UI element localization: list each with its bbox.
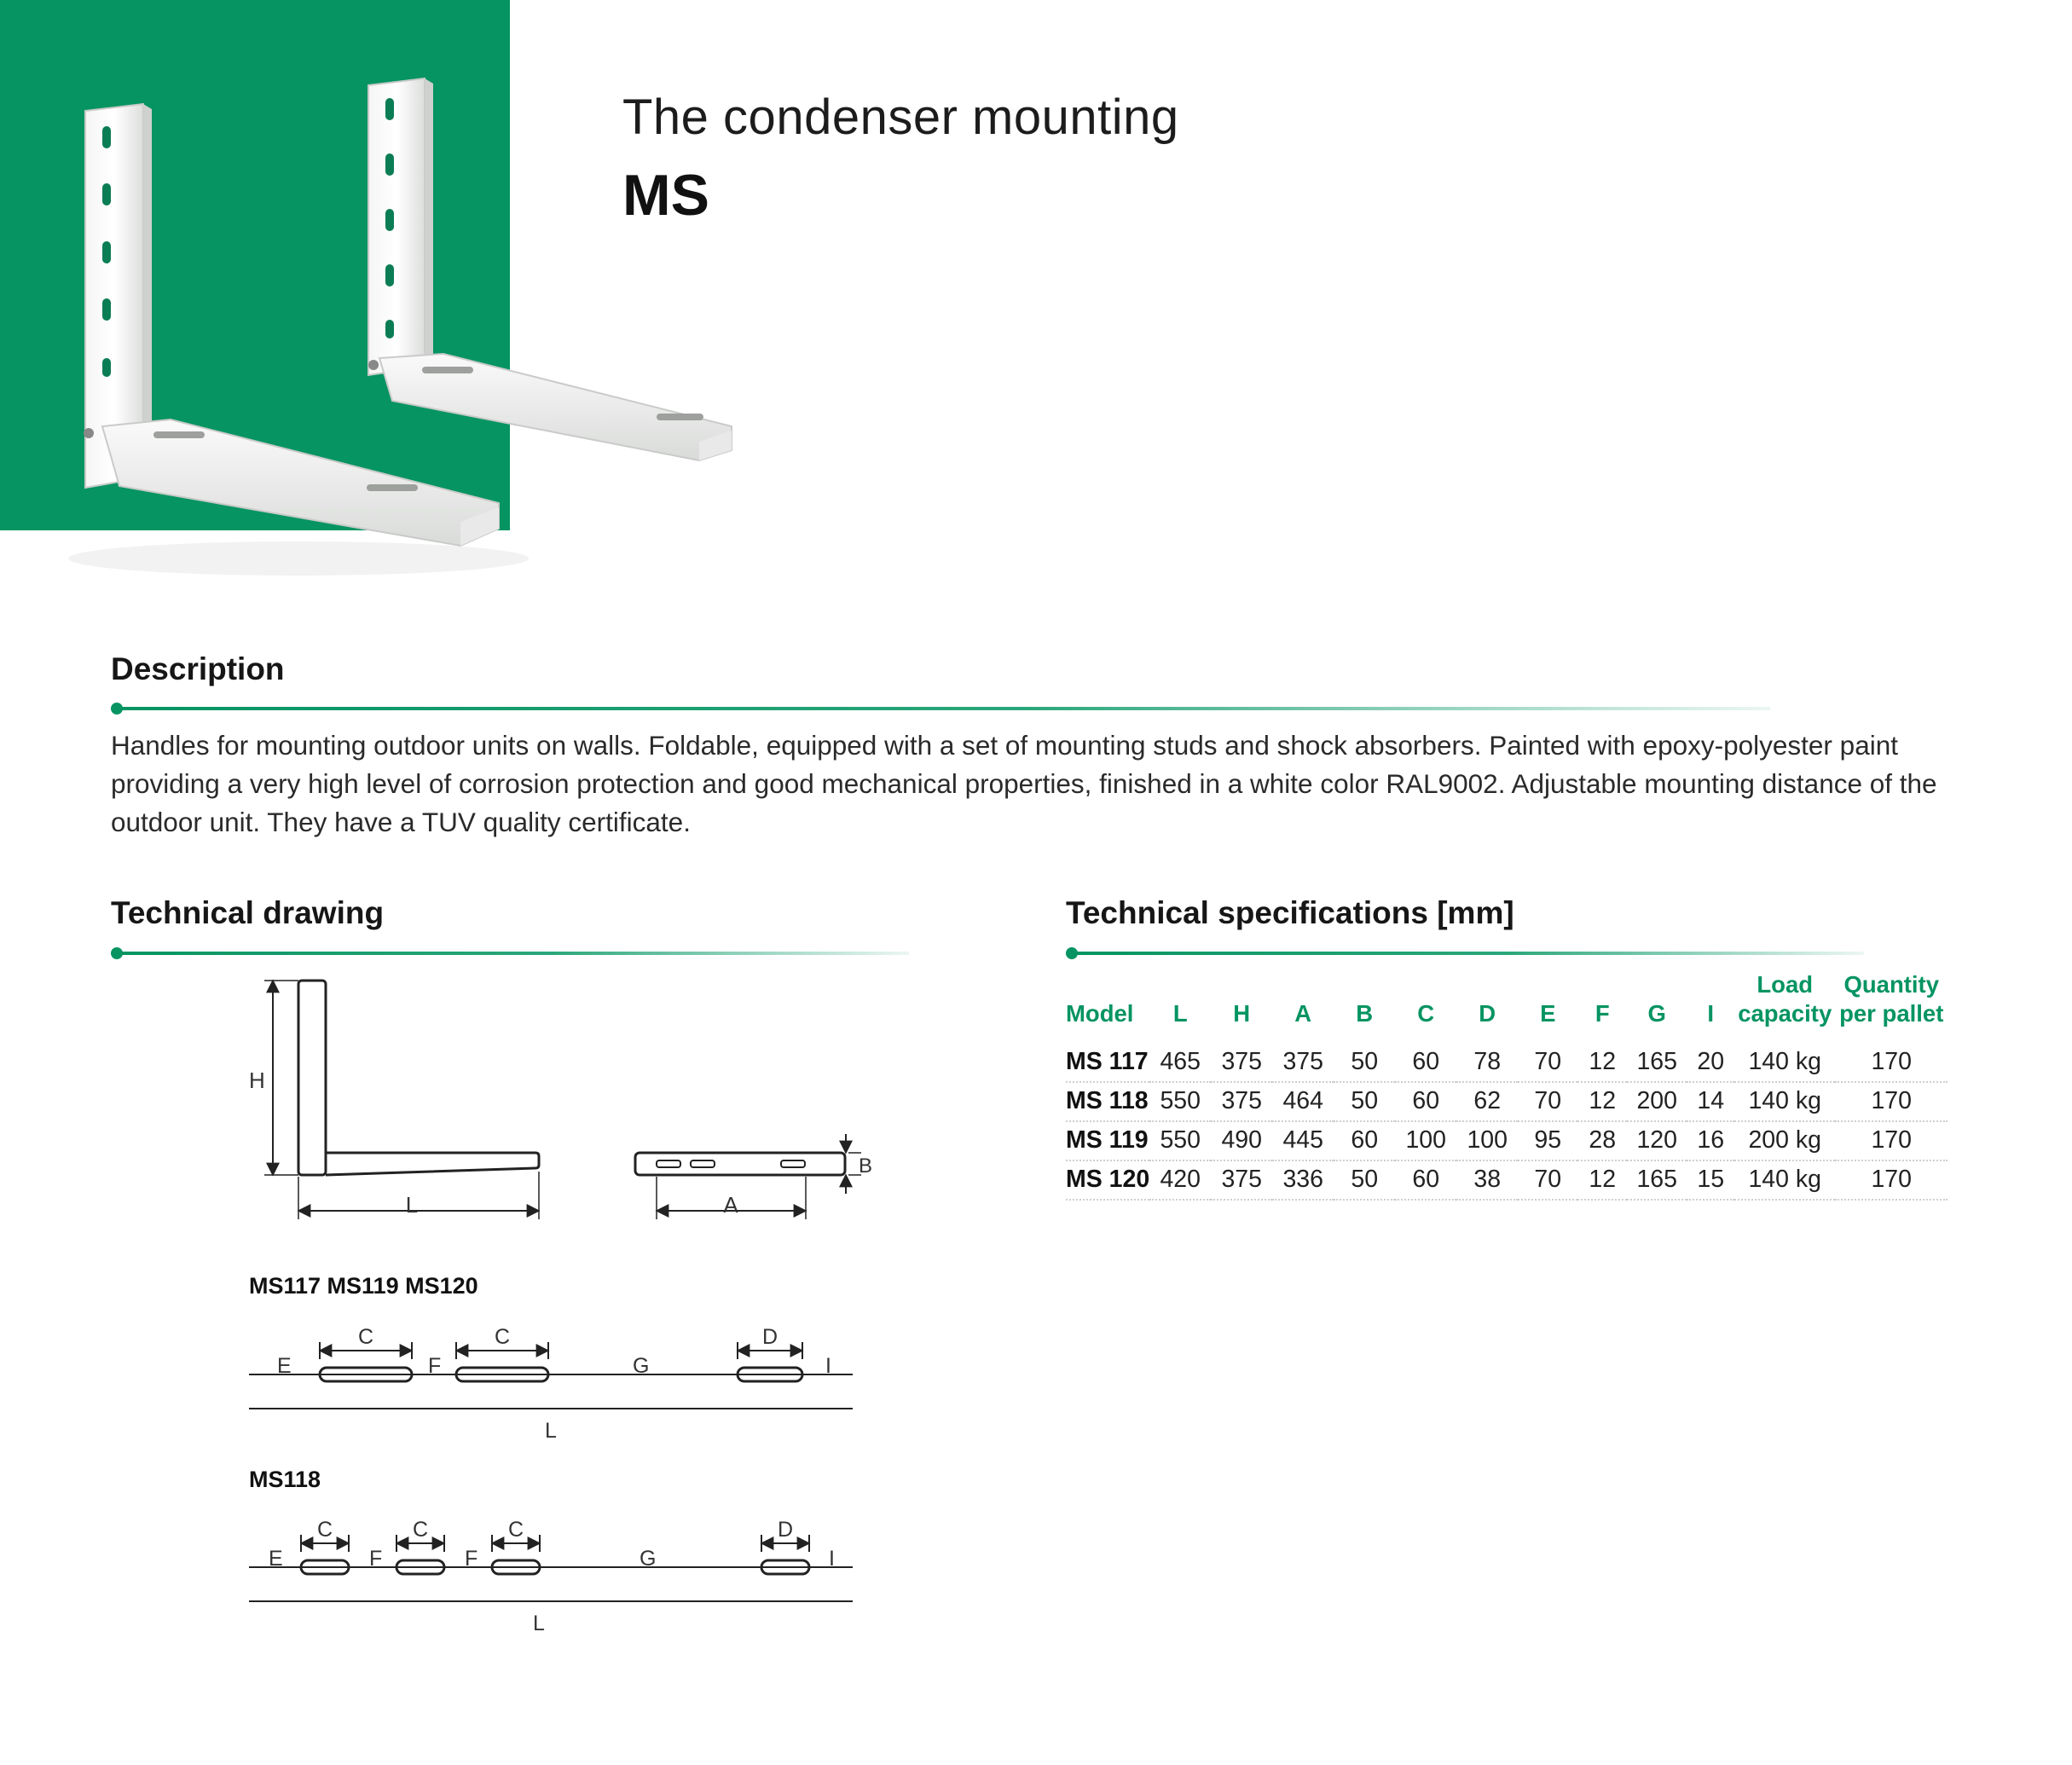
dim-label-c: C xyxy=(507,1518,524,1542)
table-cell: 375 xyxy=(1272,1044,1334,1082)
column-header: E xyxy=(1540,1000,1556,1027)
table-cell: 445 xyxy=(1272,1121,1334,1160)
dim-label-e: E xyxy=(269,1547,283,1571)
table-cell: 550 xyxy=(1149,1121,1211,1160)
column-header: B xyxy=(1356,1000,1374,1027)
technical-specifications-divider xyxy=(1071,952,1864,955)
table-cell: 60 xyxy=(1334,1121,1395,1160)
table-cell: 170 xyxy=(1835,1044,1948,1082)
slot-layout-label-ms117-119-120: MS117 MS119 MS120 xyxy=(249,1273,478,1299)
table-cell: 16 xyxy=(1687,1121,1734,1160)
table-cell: 165 xyxy=(1627,1160,1687,1200)
table-cell: 100 xyxy=(1456,1121,1518,1160)
table-cell: 15 xyxy=(1687,1160,1734,1200)
cell-model: MS 117 xyxy=(1066,1044,1149,1082)
table-cell: 170 xyxy=(1835,1082,1948,1121)
table-cell: 200 kg xyxy=(1734,1121,1835,1160)
column-header-load-capacity xyxy=(1734,970,1835,1044)
table-cell: 170 xyxy=(1835,1121,1948,1160)
table-cell: 464 xyxy=(1272,1082,1334,1121)
table-cell: 60 xyxy=(1395,1082,1456,1121)
dim-label-f: F xyxy=(369,1547,383,1571)
description-divider xyxy=(116,707,1770,710)
table-cell: 465 xyxy=(1149,1044,1211,1082)
table-row xyxy=(1066,1082,1948,1121)
column-header: G xyxy=(1647,1000,1666,1027)
column-header-line: per pallet xyxy=(1839,1000,1944,1027)
table-cell: 420 xyxy=(1149,1160,1211,1200)
table-cell: 78 xyxy=(1456,1044,1518,1082)
dim-label-f: F xyxy=(465,1547,478,1571)
dim-label-a: A xyxy=(723,1192,738,1218)
bracket-front xyxy=(68,104,529,576)
column-header: D xyxy=(1479,1000,1496,1027)
bracket-side-view xyxy=(264,981,539,1219)
column-header-quantity-per-pallet xyxy=(1835,970,1948,1044)
table-header-row xyxy=(1066,970,1948,1044)
dim-label-h: H xyxy=(249,1068,265,1093)
column-header-line: Quantity xyxy=(1843,971,1939,998)
column-header: H xyxy=(1233,1000,1251,1027)
column-header: A xyxy=(1294,1000,1312,1027)
table-cell: 375 xyxy=(1211,1082,1272,1121)
dim-label-d: D xyxy=(761,1325,778,1349)
column-header: I xyxy=(1707,1000,1715,1027)
table-cell: 200 xyxy=(1627,1082,1687,1121)
column-header: F xyxy=(1595,1000,1610,1027)
table-cell: 70 xyxy=(1518,1044,1577,1082)
table-cell: 95 xyxy=(1518,1121,1577,1160)
column-header-line: capacity xyxy=(1738,1000,1832,1027)
table-cell: 375 xyxy=(1211,1044,1272,1082)
technical-drawing xyxy=(239,964,887,1646)
dim-label-b: B xyxy=(859,1154,873,1178)
table-cell: 14 xyxy=(1687,1082,1734,1121)
table-cell: 375 xyxy=(1211,1160,1272,1200)
dim-label-c: C xyxy=(357,1325,374,1349)
column-header-line: Load xyxy=(1757,971,1814,998)
table-row xyxy=(1066,1160,1948,1200)
technical-specifications-heading: Technical specifications [mm] xyxy=(1066,895,1514,930)
dim-label-c: C xyxy=(494,1325,511,1349)
table-cell: 60 xyxy=(1395,1044,1456,1082)
column-header: C xyxy=(1417,1000,1435,1027)
dim-label-c: C xyxy=(316,1518,333,1542)
technical-drawing-heading: Technical drawing xyxy=(111,895,385,930)
cell-model: MS 120 xyxy=(1066,1160,1149,1200)
product-title: MS xyxy=(622,163,709,228)
table-cell: 170 xyxy=(1835,1160,1948,1200)
table-row xyxy=(1066,1121,1948,1160)
table-cell: 28 xyxy=(1577,1121,1627,1160)
table-cell: 50 xyxy=(1334,1160,1395,1200)
table-cell: 62 xyxy=(1456,1082,1518,1121)
description-heading: Description xyxy=(111,651,285,686)
table-cell: 12 xyxy=(1577,1160,1627,1200)
dim-label-i: I xyxy=(829,1547,835,1571)
table-cell: 70 xyxy=(1518,1082,1577,1121)
slot-layout-ms117-119-120 xyxy=(249,1342,853,1409)
dim-label-c: C xyxy=(412,1518,429,1542)
table-cell: 60 xyxy=(1395,1160,1456,1200)
specifications-table xyxy=(1066,970,1948,1201)
dim-label-i: I xyxy=(825,1354,831,1378)
table-cell: 165 xyxy=(1627,1044,1687,1082)
description-text: Handles for mounting outdoor units on walls. Foldable, equipped with a set of mounting studs and shock absorbers. Painted with epoxy-polyester paint providing a very high level of corrosion protection and good mechanical properties, finished in a white color RAL9002. Adjustable mounting distance of the outdoor unit. They have a TUV quality certificate. xyxy=(111,730,1937,837)
product-subtitle: The condenser mounting xyxy=(622,90,1179,145)
cell-model: MS 119 xyxy=(1066,1121,1149,1160)
table-cell: 38 xyxy=(1456,1160,1518,1200)
dim-label-l: L xyxy=(405,1192,419,1218)
table-cell: 70 xyxy=(1518,1160,1577,1200)
table-cell: 336 xyxy=(1272,1160,1334,1200)
table-cell: 140 kg xyxy=(1734,1082,1835,1121)
dim-label-l: L xyxy=(545,1419,557,1443)
dim-label-f: F xyxy=(428,1354,442,1378)
dim-label-d: D xyxy=(777,1518,794,1542)
slot-layout-label-ms118: MS118 xyxy=(249,1467,321,1492)
table-cell: 490 xyxy=(1211,1121,1272,1160)
table-row xyxy=(1066,1044,1948,1082)
table-cell: 20 xyxy=(1687,1044,1734,1082)
slot-layout-ms118 xyxy=(249,1535,853,1601)
dim-label-g: G xyxy=(640,1547,657,1571)
table-cell: 50 xyxy=(1334,1082,1395,1121)
table-cell: 12 xyxy=(1577,1044,1627,1082)
table-cell: 550 xyxy=(1149,1082,1211,1121)
table-cell: 100 xyxy=(1395,1121,1456,1160)
bracket-top-view xyxy=(635,1134,861,1219)
table-cell: 140 kg xyxy=(1734,1044,1835,1082)
column-header: Model xyxy=(1066,1000,1134,1027)
cell-model: MS 118 xyxy=(1066,1082,1149,1121)
dim-label-e: E xyxy=(277,1354,292,1378)
column-header: L xyxy=(1172,1000,1188,1027)
table-cell: 140 kg xyxy=(1734,1160,1835,1200)
table-cell: 12 xyxy=(1577,1082,1627,1121)
technical-drawing-divider xyxy=(116,952,909,955)
table-cell: 50 xyxy=(1334,1044,1395,1082)
dim-label-g: G xyxy=(633,1354,650,1378)
dim-label-l: L xyxy=(533,1612,545,1635)
table-cell: 120 xyxy=(1627,1121,1687,1160)
